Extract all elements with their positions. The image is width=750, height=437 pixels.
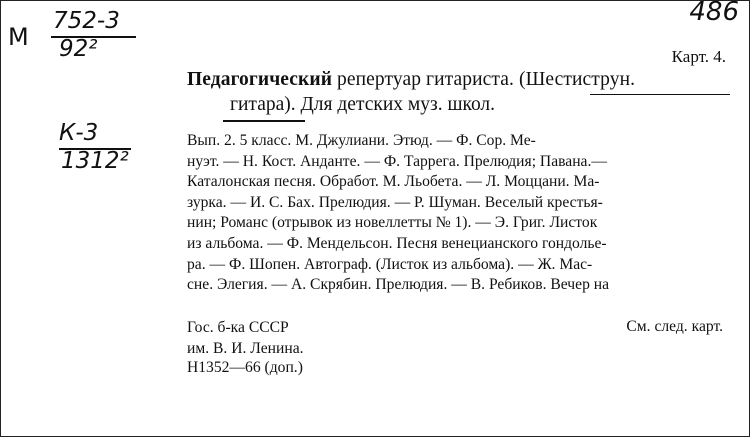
card-number: Карт. 4. xyxy=(671,47,726,66)
pencil-underline-2 xyxy=(223,120,305,122)
cipher-2-bottom: 1312² xyxy=(61,148,129,174)
see-next-card: См. след. карт. xyxy=(626,318,723,335)
cipher-1-fraction-line xyxy=(51,36,136,38)
contents-line: зурка. — И. С. Бах. Прелюдия. — Р. Шуман. Веселый крестья- xyxy=(187,193,603,211)
contents-line: сне. Элегия. — А. Скрябин. Прелюдия. — В. Ребиков. Вечер на xyxy=(187,276,610,294)
handwritten-card-number: 486 xyxy=(689,0,739,27)
contents-line: Вып. 2. 5 класс. М. Джулиани. Этюд. — Ф. Сор. Ме- xyxy=(187,132,536,149)
contents-text xyxy=(187,131,725,296)
library-stamp xyxy=(187,318,304,359)
contents-line: из альбома. — Ф. Мендельсон. Песня венецианского гондолье- xyxy=(187,234,607,252)
contents-line: Каталонская песня. Обработ. М. Льобета. — Л. Моццани. Ма- xyxy=(187,173,600,191)
contents-line: нин; Романс (отрывок из новеллетты № 1). — Э. Григ. Листок xyxy=(187,214,598,232)
cipher-1-bottom: 92² xyxy=(59,36,98,62)
contents-line: ра. — Ф. Шопен. Автограф. (Листок из альбома). — Ж. Мас- xyxy=(187,255,593,273)
title-line-2: гитара). Для детских муз. школ. xyxy=(230,94,496,115)
handwritten-cipher-1 xyxy=(53,7,120,63)
library-line-1: Гос. б-ка СССР xyxy=(187,319,289,336)
title-bold-word: Педагогический xyxy=(187,69,333,90)
library-line-2: им. В. И. Ленина. xyxy=(187,339,304,357)
cipher-2-top: К-3 xyxy=(59,120,99,146)
title-line-1-rest: репертуар гитариста. (Шестиструн. xyxy=(332,69,636,90)
handwritten-cipher-2 xyxy=(59,119,129,175)
contents-line: нуэт. — Н. Кост. Анданте. — Ф. Таррега. Прелюдия; Павана.— xyxy=(187,152,607,170)
title-line-1 xyxy=(187,69,635,91)
pencil-underline-1 xyxy=(590,94,730,95)
cipher-1-top: 752-3 xyxy=(53,8,120,34)
corner-handwritten-mark: М xyxy=(8,23,29,51)
order-number: Н1352—66 (доп.) xyxy=(187,359,303,376)
cipher-2-fraction-line xyxy=(59,148,131,150)
